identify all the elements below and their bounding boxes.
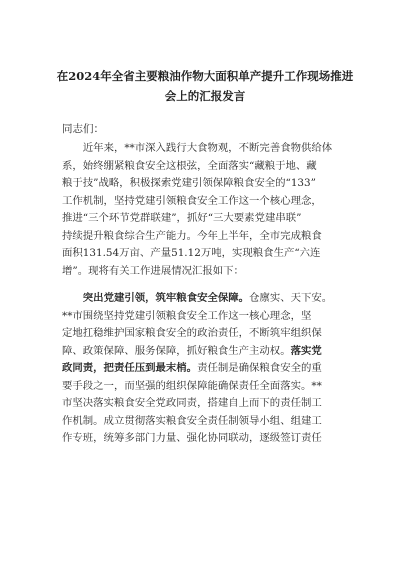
paragraph-line: 市坚决落实粮食安全党政同责，搭建自上而下的责任制工 <box>62 397 322 409</box>
section-heading: 突出党建引领，筑牢粮食安全保障。 <box>82 292 250 304</box>
paragraph-line: 面积131.54万亩、产量51.12万吨，实现粮食生产“六连 <box>62 247 321 259</box>
paragraph-text: 障、政策保障、服务保障，抓好粮食生产主动权。 <box>62 344 291 357</box>
paragraph-line: 粮于技”战略，积极探索党建引领保障粮食安全的“133” <box>62 177 316 189</box>
paragraph-line: 近年来，**市深入践行大食物观，不断完善食物供给体 <box>82 142 333 154</box>
title-line-2: 会上的汇报发言 <box>164 89 246 103</box>
paragraph-line: 定地扛稳维护国家粮食安全的政治责任，不断筑牢组织保 <box>62 327 322 339</box>
paragraph-line: 要手段之一，而坚强的组织保障能确保责任全面落实。** <box>62 379 322 392</box>
paragraph-text: 责任制是确保粮食安全的重 <box>197 362 322 374</box>
paragraph-section-1 <box>62 290 362 448</box>
paragraph-line <box>62 360 362 378</box>
paragraph-line: 推进“三个环节党群联建”，抓好“三大要素党建串联” <box>62 212 302 224</box>
paragraph-intro <box>62 140 362 280</box>
paragraph-line <box>62 343 362 361</box>
paragraph-line: 系，始终绷紧粮食安全这根弦，全面落实“藏粮于地、藏 <box>62 159 317 172</box>
paragraph-line <box>62 290 362 308</box>
paragraph-line: 增”。现将有关工作进展情况汇报如下： <box>62 264 244 277</box>
title-line-1: 在2024年全省主要粮油作物大面积单产提升工作现场推进 <box>56 69 354 83</box>
paragraph-text: 仓廪实、天下安。 <box>249 292 333 304</box>
document-title <box>55 66 355 106</box>
paragraph-line: 作专班，统筹多部门力量、强化协同联动，逐级签订责任 <box>62 432 322 444</box>
paragraph-line: 作机制。成立贯彻落实粮食安全责任制领导小组、组建工 <box>62 414 322 427</box>
subsection-heading: 落实党 <box>290 344 322 357</box>
subsection-heading: 政同责，把责任压到最末梢。 <box>62 362 198 374</box>
paragraph-line: **市围绕坚持党建引领粮食安全工作这一核心理念，坚 <box>62 309 312 322</box>
paragraph-line: 持续提升粮食综合生产能力。今年上半年，全市完成粮食 <box>62 229 322 242</box>
paragraph-line: 工作机制，坚持党建引领粮食安全工作这一个核心理念， <box>62 194 322 207</box>
greeting: 同志们： <box>62 123 104 135</box>
